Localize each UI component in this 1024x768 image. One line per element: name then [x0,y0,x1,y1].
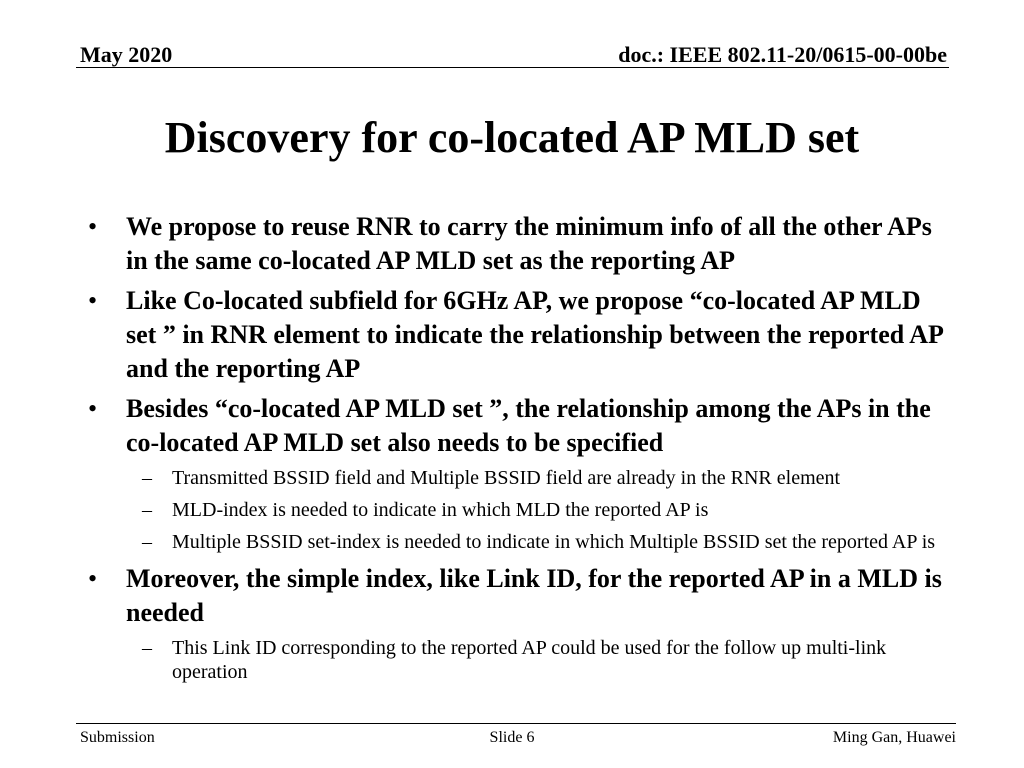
bullet-text: Like Co-located subfield for 6GHz AP, we propose “co-located AP MLD set ” in RNR element to indicate the relationship between the reported AP and the reporting AP [126,286,943,383]
sub-bullet-marker: – [142,531,152,553]
header-date: May 2020 [80,42,173,67]
bullet-list [0,210,1024,692]
bullet-item [88,210,946,278]
footer-author: Ming Gan, Huawei [832,729,956,746]
bullet-item [88,562,946,630]
bullet-marker: • [88,212,98,241]
bullet-item [88,392,946,460]
footer-divider [76,723,956,724]
bullet-text: We propose to reuse RNR to carry the minimum info of all the other APs in the same co-located AP MLD set as the reporting AP [126,212,932,275]
sub-bullet-text: Transmitted BSSID field and Multiple BSSID field are already in the RNR element [172,467,841,489]
sub-bullet-text: This Link ID corresponding to the reported AP could be used for the follow up multi-link operation [172,637,887,683]
bullet-item [88,284,946,386]
bullet-marker: • [88,394,98,423]
sub-bullet-item [142,530,947,554]
sub-bullet-text: Multiple BSSID set-index is needed to indicate in which Multiple BSSID set the reported AP is [172,531,936,553]
sub-bullet-marker: – [142,637,152,659]
footer-submission: Submission [80,729,155,746]
sub-bullet-marker: – [142,467,152,489]
bullet-text: Moreover, the simple index, like Link ID, for the reported AP in a MLD is needed [126,564,942,627]
bullet-marker: • [88,286,98,315]
header-divider [76,67,949,68]
sub-bullet-item [142,636,947,684]
footer-slide-number: Slide 6 [489,729,535,746]
sub-bullet-item [142,498,947,522]
sub-bullet-item [142,466,947,490]
header-doc-id: doc.: IEEE 802.11-20/0615-00-00be [618,42,947,67]
sub-bullet-text: MLD-index is needed to indicate in which MLD the reported AP is [172,499,709,521]
slide-title: Discovery for co-located AP MLD set [164,113,860,162]
sub-bullet-marker: – [142,499,152,521]
bullet-text: Besides “co-located AP MLD set ”, the relationship among the APs in the co-located AP MLD set also needs to be specified [126,394,931,457]
bullet-marker: • [88,564,98,593]
